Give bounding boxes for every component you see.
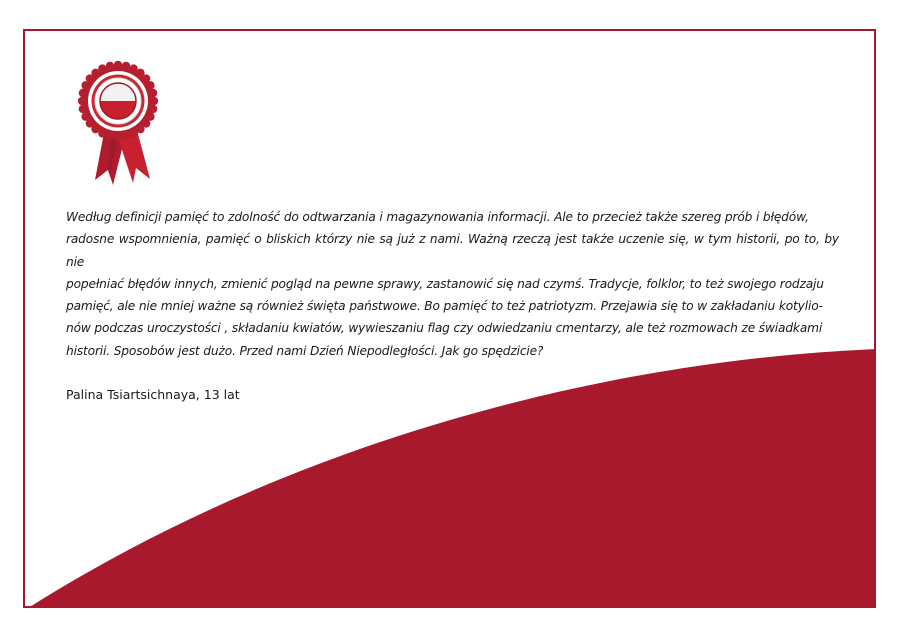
red-border-frame <box>23 29 876 608</box>
article-body-text: Według definicji pamięć to zdolność do odtwarzania i magazynowania informacji. Ale to przecież także szereg prób i błędów, radosne wspomnienia, pamięć o bliskich którzy nie są już z nami. Ważną rzeczą jest także uczenie się, w tym historii, po to, by nie popełniać błędów innych, zmienić pogląd na pewne sprawy, zastanowić się nad czymś. Tradycje, folklor, to też swojego rodzaju pamięć, ale nie mniej ważne są również święta państwowe. Bo pamięć to też patriotyzm. Przejawia się to w zakładaniu kotylio- nów podczas uroczystości , składaniu kwiatów, wywieszaniu flag czy odwiedzaniu cmentarzy, ale też rozmowach ze świadkami historii. Sposobów jest dużo. Przed nami Dzień Niepodległości. Jak go spędzicie? <box>66 210 839 358</box>
polish-cockade-rosette-icon <box>77 59 159 215</box>
author-signature: Palina Tsiartsichnaya, 13 lat <box>66 387 240 402</box>
article-content <box>66 206 839 402</box>
